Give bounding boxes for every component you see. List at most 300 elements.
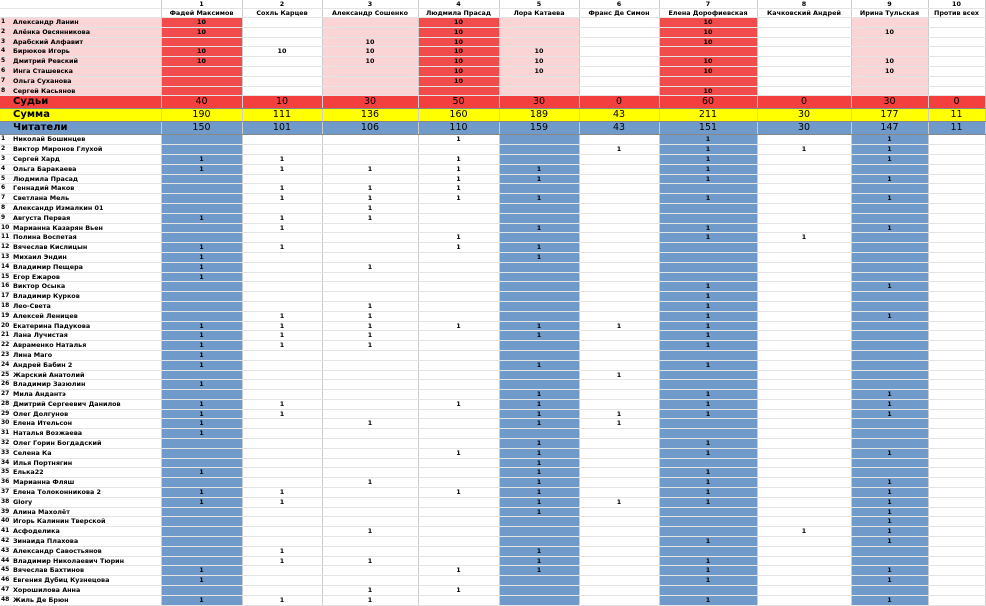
reader-vote-cell[interactable]: 1 <box>851 566 928 576</box>
reader-vote-cell[interactable]: 1 <box>851 527 928 537</box>
reader-vote-cell[interactable] <box>499 370 579 380</box>
reader-vote-cell[interactable] <box>928 184 985 194</box>
reader-vote-cell[interactable]: 1 <box>161 595 242 605</box>
reader-vote-cell[interactable] <box>322 448 418 458</box>
reader-vote-cell[interactable] <box>161 145 242 155</box>
reader-vote-cell[interactable] <box>928 311 985 321</box>
reader-vote-cell[interactable] <box>757 595 851 605</box>
judge-score-cell[interactable] <box>757 47 851 57</box>
reader-vote-cell[interactable] <box>579 458 659 468</box>
reader-vote-cell[interactable] <box>322 409 418 419</box>
reader-vote-cell[interactable] <box>418 468 499 478</box>
reader-vote-cell[interactable] <box>757 448 851 458</box>
reader-vote-cell[interactable]: 1 <box>757 233 851 243</box>
total-value[interactable]: 106 <box>322 122 418 135</box>
corner-cell[interactable] <box>12 9 161 18</box>
judge-score-cell[interactable]: 10 <box>161 27 242 37</box>
reader-vote-cell[interactable]: 1 <box>659 154 757 164</box>
reader-vote-cell[interactable] <box>579 586 659 596</box>
reader-vote-cell[interactable]: 1 <box>659 556 757 566</box>
row-number[interactable]: 43 <box>0 546 12 556</box>
row-number[interactable]: 1 <box>0 18 12 28</box>
reader-vote-cell[interactable] <box>757 213 851 223</box>
row-number[interactable]: 7 <box>0 194 12 204</box>
judge-score-cell[interactable]: 10 <box>161 57 242 67</box>
reader-vote-cell[interactable] <box>418 390 499 400</box>
total-value[interactable]: 150 <box>161 122 242 135</box>
reader-vote-cell[interactable] <box>579 360 659 370</box>
reader-vote-cell[interactable]: 1 <box>659 439 757 449</box>
reader-vote-cell[interactable] <box>418 517 499 527</box>
reader-vote-cell[interactable]: 1 <box>161 566 242 576</box>
reader-vote-cell[interactable] <box>579 399 659 409</box>
reader-name[interactable]: Марианна Казарян Вьен <box>12 223 161 233</box>
reader-vote-cell[interactable]: 1 <box>659 488 757 498</box>
reader-vote-cell[interactable]: 1 <box>161 262 242 272</box>
reader-vote-cell[interactable] <box>322 272 418 282</box>
row-number[interactable] <box>0 96 12 109</box>
reader-vote-cell[interactable] <box>579 537 659 547</box>
reader-vote-cell[interactable]: 1 <box>322 184 418 194</box>
reader-vote-cell[interactable] <box>418 556 499 566</box>
reader-vote-cell[interactable] <box>242 448 322 458</box>
judge-score-cell[interactable] <box>579 66 659 76</box>
reader-vote-cell[interactable] <box>757 282 851 292</box>
reader-vote-cell[interactable] <box>851 360 928 370</box>
judge-score-cell[interactable] <box>418 86 499 96</box>
reader-vote-cell[interactable]: 1 <box>161 576 242 586</box>
reader-vote-cell[interactable] <box>757 301 851 311</box>
row-number[interactable]: 21 <box>0 331 12 341</box>
reader-vote-cell[interactable] <box>242 380 322 390</box>
reader-vote-cell[interactable] <box>757 135 851 145</box>
total-label[interactable]: Сумма <box>12 109 161 122</box>
reader-vote-cell[interactable]: 1 <box>659 311 757 321</box>
reader-vote-cell[interactable] <box>928 135 985 145</box>
reader-vote-cell[interactable] <box>928 478 985 488</box>
reader-vote-cell[interactable]: 1 <box>322 203 418 213</box>
reader-vote-cell[interactable]: 1 <box>499 164 579 174</box>
total-value[interactable]: 159 <box>499 122 579 135</box>
row-number[interactable]: 16 <box>0 282 12 292</box>
judge-score-cell[interactable] <box>499 86 579 96</box>
reader-vote-cell[interactable]: 1 <box>851 311 928 321</box>
reader-vote-cell[interactable]: 1 <box>322 527 418 537</box>
reader-vote-cell[interactable]: 1 <box>242 164 322 174</box>
reader-vote-cell[interactable] <box>757 488 851 498</box>
reader-name[interactable]: Елька22 <box>12 468 161 478</box>
total-value[interactable]: 43 <box>579 109 659 122</box>
reader-vote-cell[interactable] <box>322 439 418 449</box>
judge-score-cell[interactable] <box>757 18 851 28</box>
reader-vote-cell[interactable] <box>928 154 985 164</box>
reader-vote-cell[interactable] <box>851 321 928 331</box>
total-value[interactable]: 30 <box>499 96 579 109</box>
row-number[interactable]: 4 <box>0 164 12 174</box>
reader-vote-cell[interactable] <box>579 468 659 478</box>
reader-vote-cell[interactable] <box>418 409 499 419</box>
judge-score-cell[interactable]: 10 <box>161 18 242 28</box>
row-number[interactable]: 32 <box>0 439 12 449</box>
reader-vote-cell[interactable] <box>418 497 499 507</box>
judge-score-cell[interactable] <box>579 57 659 67</box>
judge-score-cell[interactable]: 10 <box>851 66 928 76</box>
reader-vote-cell[interactable]: 1 <box>418 243 499 253</box>
reader-vote-cell[interactable]: 1 <box>161 154 242 164</box>
reader-vote-cell[interactable]: 1 <box>161 409 242 419</box>
reader-vote-cell[interactable] <box>579 429 659 439</box>
row-number[interactable]: 2 <box>0 27 12 37</box>
reader-vote-cell[interactable]: 1 <box>851 576 928 586</box>
reader-vote-cell[interactable] <box>161 282 242 292</box>
judge-score-cell[interactable] <box>757 66 851 76</box>
judge-score-cell[interactable] <box>322 27 418 37</box>
reader-vote-cell[interactable]: 1 <box>659 292 757 302</box>
reader-vote-cell[interactable] <box>579 184 659 194</box>
judge-score-cell[interactable] <box>579 27 659 37</box>
row-number[interactable] <box>0 122 12 135</box>
total-value[interactable]: 0 <box>928 96 985 109</box>
row-number[interactable]: 30 <box>0 419 12 429</box>
judge-score-cell[interactable]: 10 <box>418 27 499 37</box>
reader-name[interactable]: Виктор Миронов Глухой <box>12 145 161 155</box>
column-number[interactable]: 7 <box>659 0 757 9</box>
reader-vote-cell[interactable] <box>499 586 579 596</box>
row-number[interactable]: 18 <box>0 301 12 311</box>
reader-vote-cell[interactable]: 1 <box>322 331 418 341</box>
judge-score-cell[interactable]: 10 <box>418 18 499 28</box>
reader-vote-cell[interactable] <box>851 262 928 272</box>
reader-name[interactable]: Алексей Леницев <box>12 311 161 321</box>
reader-vote-cell[interactable] <box>418 331 499 341</box>
reader-vote-cell[interactable] <box>322 135 418 145</box>
judge-score-cell[interactable] <box>499 27 579 37</box>
reader-vote-cell[interactable] <box>851 468 928 478</box>
reader-vote-cell[interactable] <box>579 311 659 321</box>
judge-score-cell[interactable] <box>928 37 985 47</box>
judge-score-cell[interactable] <box>928 18 985 28</box>
reader-vote-cell[interactable] <box>928 488 985 498</box>
reader-vote-cell[interactable] <box>499 576 579 586</box>
reader-vote-cell[interactable]: 1 <box>499 321 579 331</box>
reader-vote-cell[interactable] <box>851 429 928 439</box>
row-number[interactable]: 22 <box>0 341 12 351</box>
reader-name[interactable]: Марианна Фляш <box>12 478 161 488</box>
reader-vote-cell[interactable]: 1 <box>418 399 499 409</box>
reader-vote-cell[interactable] <box>851 213 928 223</box>
row-number[interactable] <box>0 109 12 122</box>
reader-vote-cell[interactable]: 1 <box>322 341 418 351</box>
reader-vote-cell[interactable] <box>418 282 499 292</box>
reader-vote-cell[interactable] <box>242 262 322 272</box>
reader-vote-cell[interactable] <box>757 576 851 586</box>
reader-vote-cell[interactable] <box>757 341 851 351</box>
reader-vote-cell[interactable] <box>757 174 851 184</box>
reader-vote-cell[interactable] <box>322 537 418 547</box>
row-number[interactable]: 28 <box>0 399 12 409</box>
reader-vote-cell[interactable] <box>161 537 242 547</box>
reader-vote-cell[interactable]: 1 <box>851 154 928 164</box>
row-number[interactable]: 12 <box>0 243 12 253</box>
judge-score-cell[interactable]: 10 <box>418 47 499 57</box>
reader-vote-cell[interactable] <box>242 390 322 400</box>
reader-vote-cell[interactable]: 1 <box>161 243 242 253</box>
column-number[interactable]: 1 <box>161 0 242 9</box>
reader-vote-cell[interactable] <box>659 184 757 194</box>
judge-score-cell[interactable] <box>499 18 579 28</box>
reader-vote-cell[interactable] <box>242 145 322 155</box>
reader-vote-cell[interactable] <box>322 243 418 253</box>
judge-score-cell[interactable] <box>851 18 928 28</box>
candidate-name[interactable]: Франс Де Симон <box>579 9 659 18</box>
reader-name[interactable]: Геннадий Маков <box>12 184 161 194</box>
reader-vote-cell[interactable] <box>242 272 322 282</box>
reader-vote-cell[interactable] <box>851 370 928 380</box>
reader-vote-cell[interactable] <box>851 331 928 341</box>
reader-vote-cell[interactable] <box>928 517 985 527</box>
reader-vote-cell[interactable] <box>851 243 928 253</box>
judge-score-cell[interactable]: 10 <box>499 47 579 57</box>
corner-cell[interactable] <box>12 0 161 9</box>
reader-vote-cell[interactable]: 1 <box>418 566 499 576</box>
reader-vote-cell[interactable] <box>322 488 418 498</box>
reader-name[interactable]: Лео-Света <box>12 301 161 311</box>
reader-vote-cell[interactable] <box>161 546 242 556</box>
row-number[interactable]: 2 <box>0 145 12 155</box>
reader-vote-cell[interactable] <box>851 586 928 596</box>
reader-vote-cell[interactable] <box>161 527 242 537</box>
reader-vote-cell[interactable]: 1 <box>499 488 579 498</box>
reader-vote-cell[interactable] <box>418 272 499 282</box>
row-number[interactable]: 5 <box>0 57 12 67</box>
reader-vote-cell[interactable]: 1 <box>418 233 499 243</box>
row-number[interactable]: 4 <box>0 47 12 57</box>
reader-name[interactable]: Елена Ительсон <box>12 419 161 429</box>
reader-vote-cell[interactable] <box>322 399 418 409</box>
reader-name[interactable]: Сергей Хард <box>12 154 161 164</box>
reader-vote-cell[interactable] <box>418 262 499 272</box>
reader-vote-cell[interactable] <box>757 292 851 302</box>
judge-score-cell[interactable] <box>499 37 579 47</box>
row-number[interactable]: 20 <box>0 321 12 331</box>
reader-name[interactable]: Александр Савостьянов <box>12 546 161 556</box>
reader-vote-cell[interactable]: 1 <box>579 409 659 419</box>
reader-name[interactable]: Илья Портнягин <box>12 458 161 468</box>
judge-score-cell[interactable] <box>242 76 322 86</box>
reader-vote-cell[interactable] <box>161 458 242 468</box>
reader-vote-cell[interactable]: 1 <box>418 488 499 498</box>
reader-vote-cell[interactable]: 1 <box>851 507 928 517</box>
row-number[interactable]: 5 <box>0 174 12 184</box>
reader-name[interactable]: Наталья Возжаева <box>12 429 161 439</box>
reader-vote-cell[interactable] <box>757 203 851 213</box>
column-number[interactable]: 9 <box>851 0 928 9</box>
reader-vote-cell[interactable] <box>851 184 928 194</box>
reader-vote-cell[interactable]: 1 <box>499 468 579 478</box>
reader-vote-cell[interactable] <box>659 203 757 213</box>
reader-vote-cell[interactable]: 1 <box>242 194 322 204</box>
reader-vote-cell[interactable]: 1 <box>418 174 499 184</box>
reader-vote-cell[interactable] <box>418 507 499 517</box>
reader-vote-cell[interactable] <box>499 311 579 321</box>
reader-vote-cell[interactable]: 1 <box>499 331 579 341</box>
reader-vote-cell[interactable] <box>928 252 985 262</box>
reader-vote-cell[interactable] <box>242 203 322 213</box>
row-number[interactable]: 19 <box>0 311 12 321</box>
judge-score-cell[interactable] <box>242 27 322 37</box>
reader-vote-cell[interactable] <box>499 272 579 282</box>
reader-name[interactable]: Николай Бошинцев <box>12 135 161 145</box>
reader-vote-cell[interactable]: 1 <box>851 223 928 233</box>
judge-score-cell[interactable]: 10 <box>499 66 579 76</box>
reader-vote-cell[interactable] <box>579 448 659 458</box>
reader-vote-cell[interactable]: 1 <box>659 595 757 605</box>
reader-vote-cell[interactable]: 1 <box>659 360 757 370</box>
reader-vote-cell[interactable] <box>757 409 851 419</box>
reader-vote-cell[interactable]: 1 <box>242 321 322 331</box>
candidate-name[interactable]: Качковский Андрей <box>757 9 851 18</box>
total-value[interactable]: 40 <box>161 96 242 109</box>
reader-vote-cell[interactable] <box>928 595 985 605</box>
reader-vote-cell[interactable] <box>242 370 322 380</box>
reader-vote-cell[interactable] <box>161 301 242 311</box>
judge-score-cell[interactable] <box>579 76 659 86</box>
reader-vote-cell[interactable]: 1 <box>242 223 322 233</box>
reader-vote-cell[interactable] <box>322 576 418 586</box>
reader-vote-cell[interactable] <box>659 458 757 468</box>
row-number[interactable]: 47 <box>0 586 12 596</box>
row-number[interactable]: 40 <box>0 517 12 527</box>
reader-vote-cell[interactable] <box>418 252 499 262</box>
judge-score-cell[interactable] <box>757 27 851 37</box>
reader-vote-cell[interactable] <box>499 380 579 390</box>
reader-vote-cell[interactable] <box>928 576 985 586</box>
candidate-name[interactable]: Людмила Прасад <box>418 9 499 18</box>
total-value[interactable]: 10 <box>242 96 322 109</box>
judge-score-cell[interactable] <box>242 57 322 67</box>
reader-vote-cell[interactable] <box>242 252 322 262</box>
reader-vote-cell[interactable] <box>579 556 659 566</box>
candidate-name[interactable]: Против всех <box>928 9 985 18</box>
reader-vote-cell[interactable] <box>928 341 985 351</box>
reader-vote-cell[interactable] <box>242 527 322 537</box>
reader-vote-cell[interactable] <box>499 262 579 272</box>
row-number[interactable]: 24 <box>0 360 12 370</box>
reader-vote-cell[interactable] <box>418 213 499 223</box>
reader-vote-cell[interactable] <box>851 292 928 302</box>
total-value[interactable]: 110 <box>418 122 499 135</box>
judge-score-cell[interactable] <box>322 86 418 96</box>
reader-name[interactable]: Виктор Осыка <box>12 282 161 292</box>
reader-vote-cell[interactable] <box>757 546 851 556</box>
judge-score-cell[interactable] <box>757 86 851 96</box>
row-number[interactable]: 37 <box>0 488 12 498</box>
reader-vote-cell[interactable]: 1 <box>418 184 499 194</box>
reader-vote-cell[interactable]: 1 <box>851 595 928 605</box>
reader-vote-cell[interactable] <box>322 429 418 439</box>
judge-score-cell[interactable] <box>851 76 928 86</box>
judge-score-cell[interactable] <box>659 76 757 86</box>
reader-vote-cell[interactable]: 1 <box>579 145 659 155</box>
row-number[interactable]: 26 <box>0 380 12 390</box>
reader-name[interactable]: Игорь Калинин Тверской <box>12 517 161 527</box>
judge-score-cell[interactable] <box>322 76 418 86</box>
reader-vote-cell[interactable] <box>322 546 418 556</box>
reader-vote-cell[interactable]: 1 <box>851 399 928 409</box>
reader-name[interactable]: Екатерина Падукова <box>12 321 161 331</box>
reader-name[interactable]: Владимир Зазюлин <box>12 380 161 390</box>
reader-vote-cell[interactable] <box>242 576 322 586</box>
reader-vote-cell[interactable] <box>242 478 322 488</box>
total-value[interactable]: 147 <box>851 122 928 135</box>
total-value[interactable]: 101 <box>242 122 322 135</box>
reader-name[interactable]: Мила Андантэ <box>12 390 161 400</box>
reader-vote-cell[interactable] <box>161 203 242 213</box>
total-value[interactable]: 30 <box>322 96 418 109</box>
reader-vote-cell[interactable] <box>161 311 242 321</box>
row-number[interactable]: 15 <box>0 272 12 282</box>
reader-vote-cell[interactable]: 1 <box>242 556 322 566</box>
judge-name[interactable]: Инга Сташевска <box>12 66 161 76</box>
reader-name[interactable]: Лана Лучистая <box>12 331 161 341</box>
row-number[interactable]: 35 <box>0 468 12 478</box>
reader-vote-cell[interactable] <box>579 595 659 605</box>
reader-vote-cell[interactable] <box>579 566 659 576</box>
reader-name[interactable]: Жиль Де Брюн <box>12 595 161 605</box>
total-value[interactable]: 11 <box>928 109 985 122</box>
reader-vote-cell[interactable] <box>499 595 579 605</box>
judge-score-cell[interactable] <box>161 86 242 96</box>
reader-vote-cell[interactable]: 1 <box>242 213 322 223</box>
row-number[interactable]: 46 <box>0 576 12 586</box>
reader-vote-cell[interactable] <box>928 537 985 547</box>
reader-vote-cell[interactable] <box>499 350 579 360</box>
reader-vote-cell[interactable] <box>242 537 322 547</box>
total-value[interactable]: 177 <box>851 109 928 122</box>
reader-vote-cell[interactable] <box>579 292 659 302</box>
reader-vote-cell[interactable] <box>499 233 579 243</box>
reader-vote-cell[interactable] <box>161 390 242 400</box>
reader-vote-cell[interactable] <box>418 576 499 586</box>
judge-score-cell[interactable] <box>928 47 985 57</box>
reader-vote-cell[interactable] <box>757 360 851 370</box>
reader-vote-cell[interactable]: 1 <box>418 164 499 174</box>
judge-score-cell[interactable]: 10 <box>659 27 757 37</box>
reader-vote-cell[interactable] <box>418 439 499 449</box>
reader-vote-cell[interactable] <box>579 174 659 184</box>
reader-vote-cell[interactable] <box>242 468 322 478</box>
reader-vote-cell[interactable]: 1 <box>851 497 928 507</box>
reader-vote-cell[interactable]: 1 <box>851 537 928 547</box>
reader-vote-cell[interactable]: 1 <box>161 429 242 439</box>
judge-score-cell[interactable] <box>928 57 985 67</box>
judge-score-cell[interactable] <box>851 86 928 96</box>
reader-vote-cell[interactable]: 1 <box>659 409 757 419</box>
reader-vote-cell[interactable] <box>322 360 418 370</box>
reader-vote-cell[interactable] <box>418 537 499 547</box>
reader-vote-cell[interactable] <box>242 350 322 360</box>
total-label[interactable]: Судьи <box>12 96 161 109</box>
reader-vote-cell[interactable] <box>499 145 579 155</box>
reader-vote-cell[interactable]: 1 <box>659 301 757 311</box>
reader-vote-cell[interactable] <box>928 468 985 478</box>
reader-vote-cell[interactable] <box>579 252 659 262</box>
reader-vote-cell[interactable]: 1 <box>499 243 579 253</box>
reader-vote-cell[interactable] <box>579 223 659 233</box>
total-value[interactable]: 11 <box>928 122 985 135</box>
reader-name[interactable]: Светлана Мель <box>12 194 161 204</box>
reader-vote-cell[interactable] <box>418 370 499 380</box>
